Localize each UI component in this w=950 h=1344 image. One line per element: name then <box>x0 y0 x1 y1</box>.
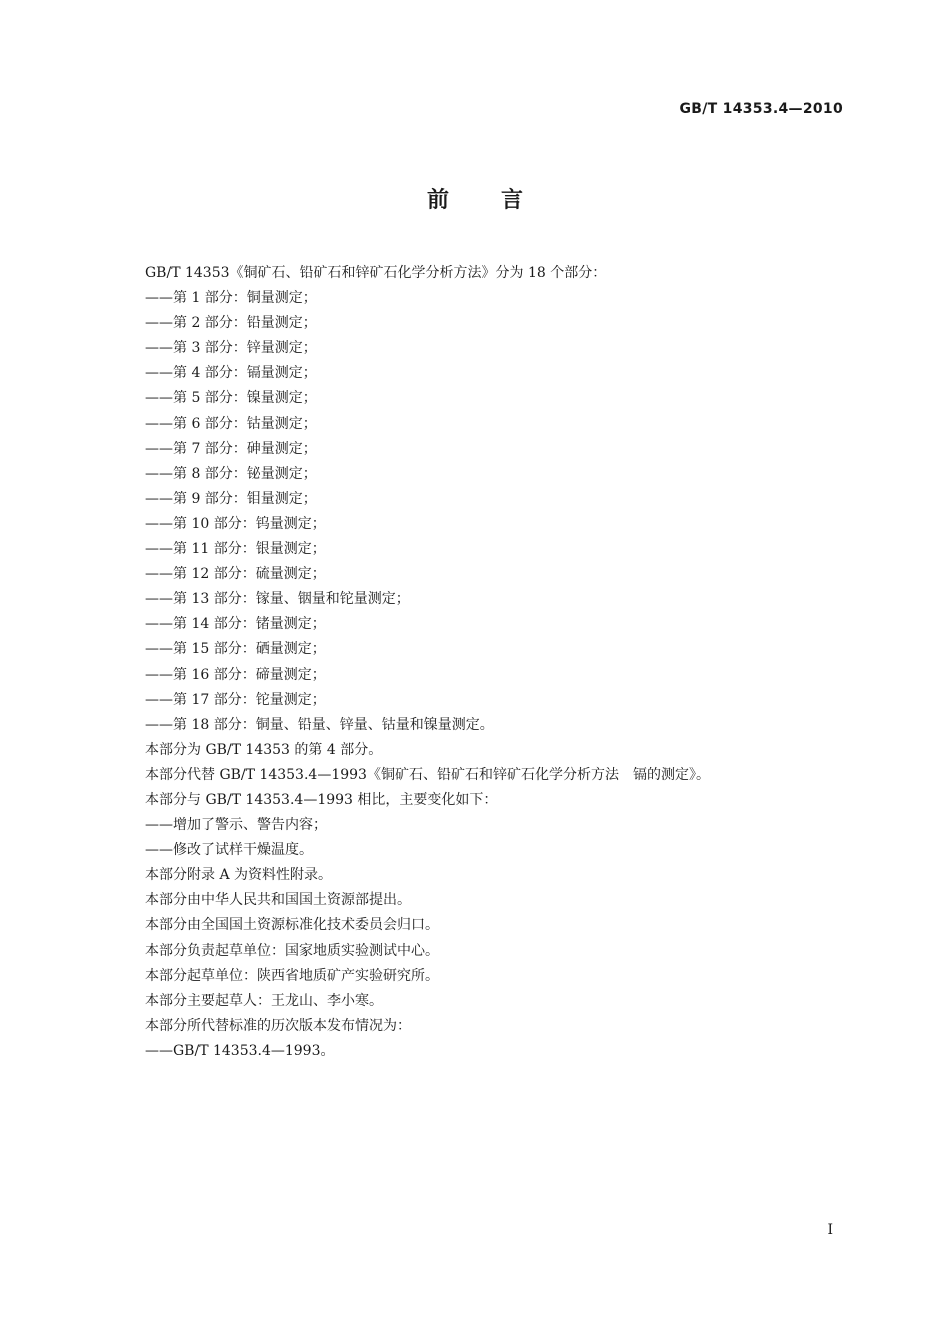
part-list-item: ——第 1 部分：铜量测定； <box>145 290 317 307</box>
standard-code: GB/T 14353.4—2010 <box>679 101 843 117</box>
intro-line: GB/T 14353《铜矿石、铅矿石和锌矿石化学分析方法》分为 18 个部分： <box>145 265 607 281</box>
part-list-item: ——第 5 部分：镍量测定； <box>145 390 317 407</box>
annex-statement: 本部分附录 A 为资料性附录。 <box>145 867 333 884</box>
part-list-item: ——第 7 部分：砷量测定； <box>145 440 317 457</box>
proposer-statement: 本部分由中华人民共和国国土资源部提出。 <box>145 892 411 909</box>
drafting-unit-statement: 本部分起草单位：陕西省地质矿产实验研究所。 <box>145 967 439 984</box>
page-title: 前言 <box>426 188 575 213</box>
part-list-item: ——第 10 部分：钨量测定； <box>145 515 326 532</box>
changes-intro: 本部分与 GB/T 14353.4—1993 相比，主要变化如下： <box>145 791 498 808</box>
page-number: I <box>827 1222 833 1238</box>
part-list-item: ——第 15 部分：硒量测定； <box>145 641 326 658</box>
part-list-item: ——第 9 部分：钼量测定； <box>145 490 317 507</box>
part-statement: 本部分为 GB/T 14353 的第 4 部分。 <box>145 741 383 758</box>
responsible-drafter-statement: 本部分负责起草单位：国家地质实验测试中心。 <box>145 942 439 959</box>
part-list-item: ——第 2 部分：铅量测定； <box>145 315 317 332</box>
part-list-item: ——第 3 部分：锌量测定； <box>145 340 317 357</box>
replacement-statement: 本部分代替 GB/T 14353.4—1993《铜矿石、铅矿石和锌矿石化学分析方法 镉的测定》。 <box>145 766 710 783</box>
history-intro: 本部分所代替标准的历次版本发布情况为： <box>145 1017 411 1034</box>
committee-statement: 本部分由全国国土资源标准化技术委员会归口。 <box>145 917 439 934</box>
part-list-item: ——第 14 部分：锗量测定； <box>145 616 326 633</box>
change-item: ——修改了试样干燥温度。 <box>145 842 313 859</box>
part-list-item: ——第 17 部分：铊量测定； <box>145 691 326 708</box>
part-list-item: ——第 18 部分：铜量、铅量、锌量、钴量和镍量测定。 <box>145 716 494 733</box>
part-list-item: ——第 8 部分：铋量测定； <box>145 465 317 482</box>
part-list-item: ——第 13 部分：镓量、铟量和铊量测定； <box>145 591 410 608</box>
part-list-item: ——第 6 部分：钴量测定； <box>145 415 317 432</box>
drafters-statement: 本部分主要起草人：王龙山、李小寒。 <box>145 992 383 1009</box>
part-list-item: ——第 16 部分：碲量测定； <box>145 666 326 683</box>
foreword-body <box>145 261 865 1064</box>
part-list-item: ——第 12 部分：硫量测定； <box>145 566 326 583</box>
history-item: ——GB/T 14353.4—1993。 <box>145 1042 335 1059</box>
part-list-item: ——第 4 部分：镉量测定； <box>145 365 317 382</box>
part-list-item: ——第 11 部分：银量测定； <box>145 541 326 558</box>
change-item: ——增加了警示、警告内容； <box>145 817 327 834</box>
